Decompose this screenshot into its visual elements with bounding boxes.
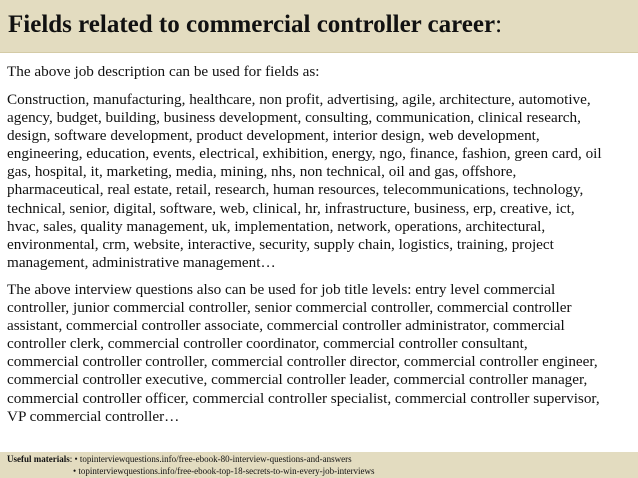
footer-link[interactable]: • topinterviewquestions.info/free-ebook-80-interview-questions-and-answers — [74, 454, 352, 464]
fields-paragraph — [7, 91, 633, 272]
footer-band — [0, 452, 638, 478]
fields-line: pharmaceutical, real estate, retail, research, human resources, telecommunications, technology, — [7, 181, 584, 199]
fields-line: environmental, crm, website, interactive, security, supply chain, logistics, training, project — [7, 235, 554, 253]
fields-line: hvac, sales, quality management, uk, implementation, network, operations, architectural, — [7, 217, 546, 235]
job-titles-line: commercial controller executive, commercial controller leader, commercial controller manager, — [7, 371, 588, 389]
job-titles-line: commercial controller controller, commercial controller director, commercial controller engineer, — [7, 353, 598, 371]
slide-title-colon: : — [495, 11, 503, 38]
job-titles-line: commercial controller officer, commercial controller specialist, commercial controller supervisor, — [7, 389, 600, 407]
fields-line: gas, hospital, it, marketing, media, mining, nhs, non technical, oil and gas, offshore, — [7, 163, 517, 181]
slide-title-text: Fields related to commercial controller career — [8, 11, 496, 38]
fields-line: Construction, manufacturing, healthcare, non profit, advertising, agile, architecture, automotive, — [7, 91, 591, 108]
job-titles-line: controller, junior commercial controller, senior commercial controller, commercial controller — [7, 299, 572, 317]
slide-title — [8, 11, 502, 39]
intro-text: The above job description can be used for fields as: — [7, 63, 320, 80]
fields-line: management, administrative management… — [7, 253, 276, 271]
job-titles-line: assistant, commercial controller associate, commercial controller administrator, commercial — [7, 317, 565, 335]
title-band — [0, 0, 638, 53]
fields-line: agency, budget, building, business development, consulting, communication, clinical research, — [7, 109, 581, 127]
fields-line: engineering, education, events, electrical, exhibition, energy, ngo, finance, fashion, green card, oil — [7, 145, 602, 163]
fields-line: design, software development, product development, interior design, web development, — [7, 127, 540, 145]
job-titles-line: VP commercial controller… — [7, 407, 180, 425]
footer-row — [7, 465, 375, 477]
footer-row — [7, 453, 375, 465]
footer-link[interactable]: • topinterviewquestions.info/free-ebook-top-18-secrets-to-win-every-job-interviews — [73, 466, 375, 476]
useful-materials — [7, 453, 375, 477]
job-titles-line: controller clerk, commercial controller coordinator, commercial controller consultant, — [7, 335, 528, 353]
job-titles-line: The above interview questions also can be used for job title levels: entry level commercial — [7, 280, 556, 298]
footer-label: Useful materials — [7, 454, 70, 464]
fields-line: technical, senior, digital, software, web, clinical, hr, infrastructure, business, erp, creative, ict, — [7, 199, 575, 217]
job-titles-paragraph — [7, 281, 633, 426]
footer-separator: : — [69, 454, 75, 464]
slide-content — [7, 62, 633, 435]
